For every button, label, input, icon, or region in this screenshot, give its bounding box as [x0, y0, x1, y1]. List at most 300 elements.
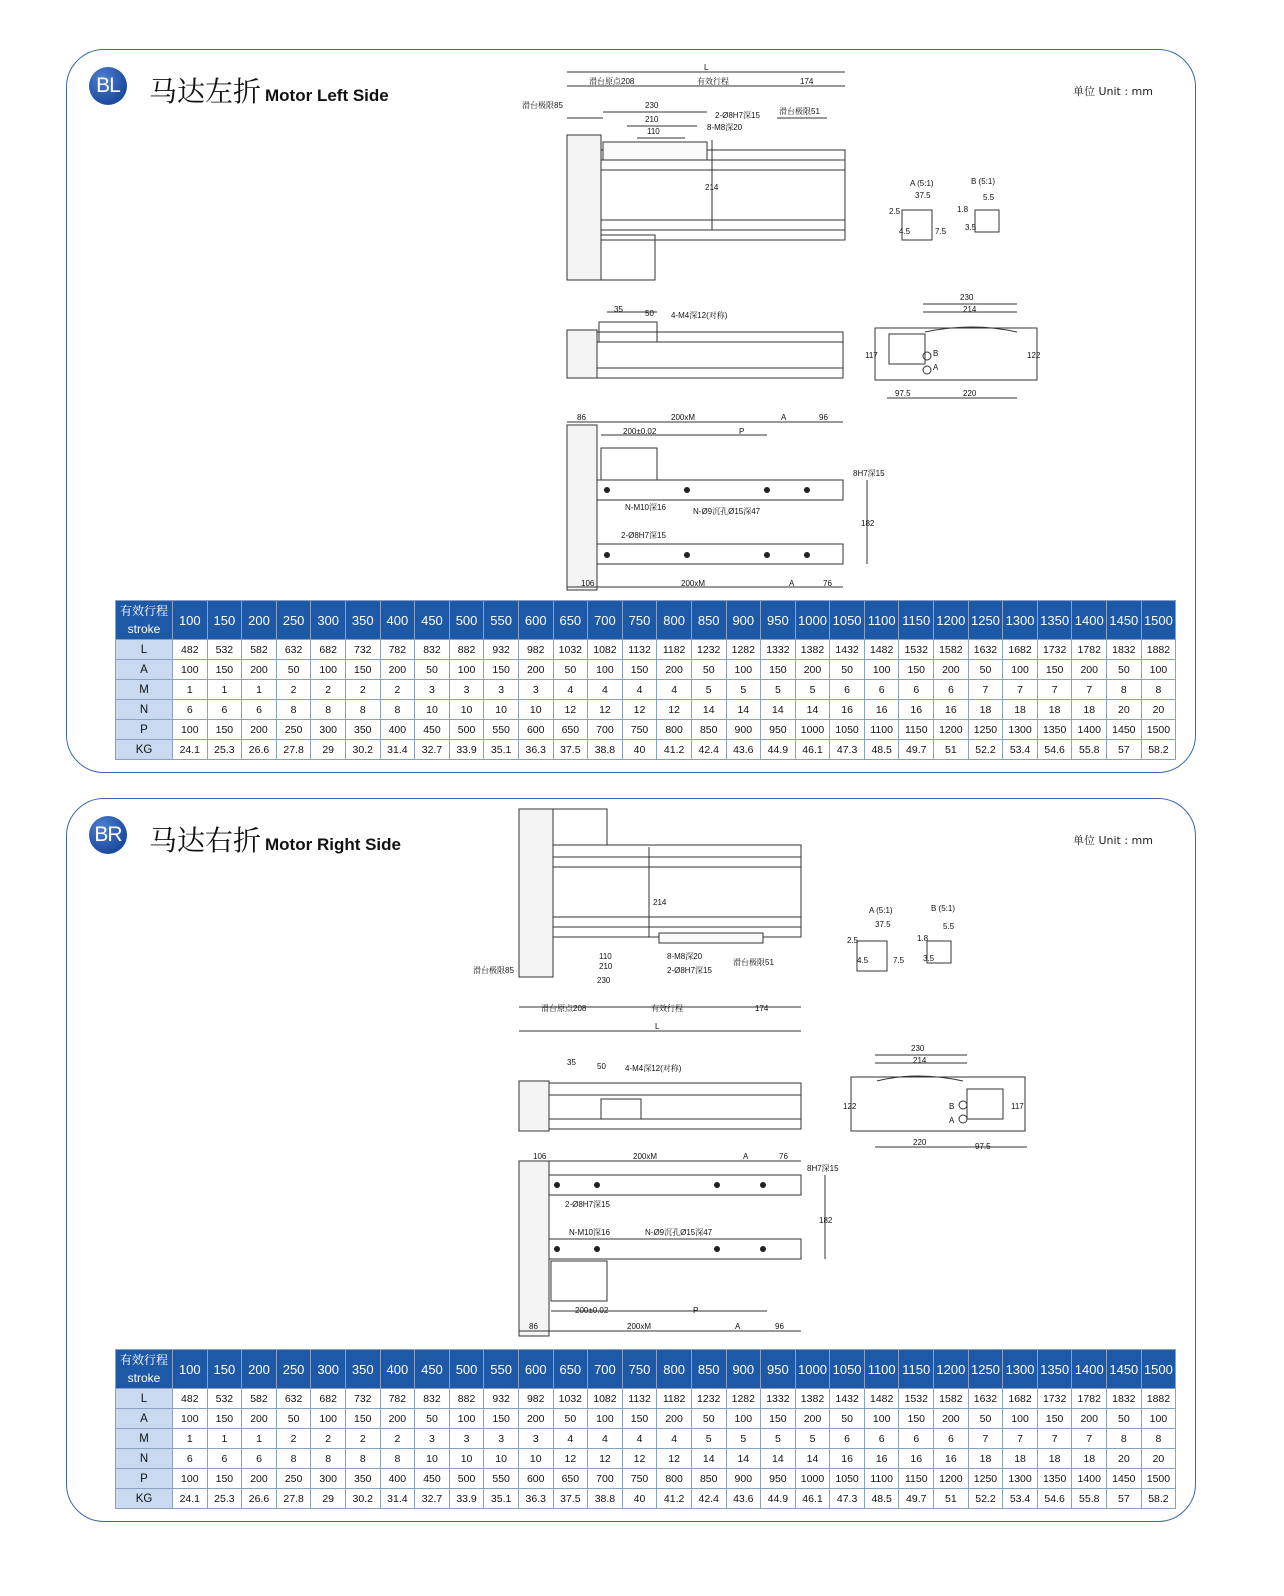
- table-cell: 6: [934, 680, 969, 700]
- stroke-value: 1450: [1107, 1350, 1142, 1389]
- table-cell: 150: [207, 1409, 242, 1429]
- table-cell: 35.1: [484, 740, 519, 760]
- bot-200tol: 200±0.02: [623, 427, 657, 436]
- table-cell: 36.3: [518, 1489, 553, 1509]
- table-cell: 7: [968, 680, 1003, 700]
- table-cell: 12: [622, 1449, 657, 1469]
- detail-b-35: 3.5: [965, 223, 977, 232]
- table-cell: 400: [380, 720, 415, 740]
- unit-label: 单位 Unit : mm: [1072, 85, 1153, 98]
- row-label: L: [116, 1389, 173, 1409]
- bot-106: 106: [581, 579, 595, 588]
- table-cell: 1382: [795, 640, 830, 660]
- table-cell: 50: [276, 660, 311, 680]
- bot-m9: N-Ø9沉孔Ø15深47: [693, 507, 761, 516]
- table-cell: 2: [380, 680, 415, 700]
- stroke-value: 350: [345, 1350, 380, 1389]
- table-cell: 8: [345, 1449, 380, 1469]
- stroke-value: 1350: [1037, 1350, 1072, 1389]
- table-cell: 4: [622, 680, 657, 700]
- table-cell: 750: [622, 1469, 657, 1489]
- table-cell: 1: [242, 680, 277, 700]
- table-cell: 4: [588, 1429, 623, 1449]
- bot-200xM: 200xM: [671, 413, 696, 422]
- table-cell: 47.3: [830, 740, 865, 760]
- slide-table: [603, 142, 707, 160]
- stroke-value: 950: [761, 1350, 796, 1389]
- table-cell: 482: [173, 1389, 208, 1409]
- bot-m9: N-Ø9沉孔Ø15深47: [645, 1228, 713, 1237]
- table-cell: 100: [311, 1409, 346, 1429]
- table-cell: 38.8: [588, 740, 623, 760]
- table-cell: 1400: [1072, 720, 1107, 740]
- table-cell: 1350: [1037, 1469, 1072, 1489]
- table-cell: 4: [657, 1429, 692, 1449]
- detail-a-25: 2.5: [889, 207, 901, 216]
- end-122: 122: [843, 1102, 857, 1111]
- table-cell: 50: [276, 1409, 311, 1429]
- table-cell: 5: [795, 1429, 830, 1449]
- table-cell: 3: [518, 1429, 553, 1449]
- stroke-value: 850: [691, 601, 726, 640]
- table-cell: 40: [622, 740, 657, 760]
- table-row: [116, 720, 1176, 740]
- table-cell: 632: [276, 1389, 311, 1409]
- stroke-value: 1000: [795, 1350, 830, 1389]
- table-cell: 10: [449, 1449, 484, 1469]
- stroke-value: 350: [345, 601, 380, 640]
- table-cell: 1450: [1107, 720, 1142, 740]
- end-122: 122: [1027, 351, 1041, 360]
- table-cell: 16: [864, 700, 899, 720]
- stroke-value: 1050: [830, 1350, 865, 1389]
- table-cell: 1432: [830, 1389, 865, 1409]
- table-cell: 200: [657, 1409, 692, 1429]
- table-cell: 1832: [1107, 640, 1142, 660]
- table-cell: 32.7: [415, 740, 450, 760]
- table-cell: 50: [830, 1409, 865, 1429]
- table-cell: 1132: [622, 1389, 657, 1409]
- table-cell: 8: [1141, 680, 1176, 700]
- table-cell: 20: [1107, 1449, 1142, 1469]
- table-cell: 41.2: [657, 1489, 692, 1509]
- row-label: M: [116, 1429, 173, 1449]
- table-cell: 14: [691, 1449, 726, 1469]
- table-cell: 100: [726, 660, 761, 680]
- table-cell: 5: [795, 680, 830, 700]
- table-cell: 800: [657, 720, 692, 740]
- spec-table: [115, 600, 1176, 760]
- table-cell: 4: [588, 680, 623, 700]
- dim-limit51: 滑台极限51: [733, 958, 774, 967]
- row-label: N: [116, 700, 173, 720]
- table-cell: 200: [242, 1469, 277, 1489]
- stroke-value: 600: [518, 1350, 553, 1389]
- end-214: 214: [913, 1056, 927, 1065]
- table-cell: 6: [830, 1429, 865, 1449]
- table-cell: 43.6: [726, 740, 761, 760]
- stroke-value: 1400: [1072, 1350, 1107, 1389]
- table-cell: 12: [622, 700, 657, 720]
- unit-label: 单位 Unit : mm: [1072, 834, 1153, 847]
- stroke-header-row: [116, 1350, 1176, 1389]
- table-cell: 1: [173, 680, 208, 700]
- bot-2pin: 2-Ø8H7深15: [565, 1200, 610, 1209]
- table-cell: 1: [207, 680, 242, 700]
- table-cell: 150: [1037, 660, 1072, 680]
- dim-210: 210: [645, 115, 659, 124]
- table-cell: 1482: [864, 1389, 899, 1409]
- table-cell: 37.5: [553, 740, 588, 760]
- table-cell: 16: [934, 700, 969, 720]
- table-cell: 33.9: [449, 740, 484, 760]
- panel-motor-right: [66, 798, 1196, 1522]
- table-cell: 1400: [1072, 1469, 1107, 1489]
- table-cell: 200: [518, 1409, 553, 1429]
- table-cell: 29: [311, 740, 346, 760]
- table-cell: 6: [899, 1429, 934, 1449]
- table-cell: 1100: [864, 720, 899, 740]
- detail-a-title: A (5:1): [869, 906, 893, 915]
- stroke-value: 550: [484, 1350, 519, 1389]
- table-cell: 53.4: [1003, 1489, 1038, 1509]
- title-cn: 马达右折: [149, 824, 262, 857]
- table-cell: 44.9: [761, 740, 796, 760]
- end-b: B: [949, 1102, 955, 1111]
- table-cell: 6: [934, 1429, 969, 1449]
- stroke-value: 500: [449, 1350, 484, 1389]
- table-cell: 150: [622, 660, 657, 680]
- row-label: P: [116, 1469, 173, 1489]
- table-row: [116, 1429, 1176, 1449]
- table-cell: 1450: [1107, 1469, 1142, 1489]
- bot-m10: N-M10深16: [625, 503, 666, 512]
- end-117: 117: [1011, 1102, 1024, 1111]
- table-cell: 18: [1037, 1449, 1072, 1469]
- side-35: 35: [567, 1058, 576, 1067]
- table-cell: 100: [726, 1409, 761, 1429]
- table-cell: 14: [761, 1449, 796, 1469]
- table-cell: 14: [726, 700, 761, 720]
- detail-b-55: 5.5: [943, 922, 955, 931]
- table-cell: 200: [1072, 660, 1107, 680]
- table-cell: 150: [484, 660, 519, 680]
- table-cell: 1100: [864, 1469, 899, 1489]
- table-cell: 1250: [968, 720, 1003, 740]
- table-cell: 1182: [657, 640, 692, 660]
- table-cell: 30.2: [345, 1489, 380, 1509]
- table-cell: 682: [311, 1389, 346, 1409]
- note-pin: 2-Ø8H7深15: [667, 966, 712, 975]
- row-label: M: [116, 680, 173, 700]
- table-cell: 3: [484, 1429, 519, 1449]
- table-cell: 50: [553, 660, 588, 680]
- bot-182: 182: [819, 1216, 833, 1225]
- table-cell: 150: [899, 1409, 934, 1429]
- table-cell: 950: [761, 1469, 796, 1489]
- detail-a-75: 7.5: [935, 227, 947, 236]
- table-cell: 14: [691, 700, 726, 720]
- table-cell: 31.4: [380, 740, 415, 760]
- motor-block: [601, 235, 655, 280]
- table-cell: 1532: [899, 1389, 934, 1409]
- table-cell: 1782: [1072, 640, 1107, 660]
- table-cell: 150: [761, 660, 796, 680]
- badge-bl: BL: [89, 67, 127, 105]
- table-cell: 5: [691, 680, 726, 700]
- bot-200xM-2: 200xM: [681, 579, 706, 588]
- dim-214: 214: [653, 898, 667, 907]
- table-cell: 1582: [934, 1389, 969, 1409]
- table-cell: 30.2: [345, 740, 380, 760]
- bot-2pin: 2-Ø8H7深15: [621, 531, 666, 540]
- stroke-value: 650: [553, 601, 588, 640]
- stroke-header-cn: 有效行程: [119, 1353, 168, 1367]
- dim-limit85: 滑台极限85: [522, 101, 563, 110]
- table-cell: 832: [415, 640, 450, 660]
- dim-limit85: 滑台极限85: [473, 966, 514, 975]
- dim-214: 214: [705, 183, 719, 192]
- table-cell: 8: [1141, 1429, 1176, 1449]
- stroke-value: 700: [588, 1350, 623, 1389]
- bot-200xM: 200xM: [627, 1322, 652, 1331]
- bot-182: 182: [861, 519, 875, 528]
- table-cell: 10: [518, 1449, 553, 1469]
- table-cell: 50: [968, 660, 1003, 680]
- stroke-value: 1300: [1003, 601, 1038, 640]
- table-cell: 10: [415, 700, 450, 720]
- table-cell: 50: [691, 1409, 726, 1429]
- table-cell: 1382: [795, 1389, 830, 1409]
- table-cell: 200: [380, 660, 415, 680]
- detail-b-18: 1.8: [957, 205, 969, 214]
- table-cell: 18: [1003, 1449, 1038, 1469]
- table-cell: 26.6: [242, 740, 277, 760]
- table-cell: 5: [761, 680, 796, 700]
- table-cell: 1082: [588, 1389, 623, 1409]
- table-cell: 6: [864, 680, 899, 700]
- note-pin: 2-Ø8H7深15: [715, 111, 760, 120]
- table-cell: 700: [588, 720, 623, 740]
- table-cell: 450: [415, 720, 450, 740]
- stroke-value: 1450: [1107, 601, 1142, 640]
- detail-a-45: 4.5: [857, 956, 869, 965]
- table-cell: 4: [657, 680, 692, 700]
- stroke-value: 1400: [1072, 601, 1107, 640]
- dim-230: 230: [645, 101, 659, 110]
- table-cell: 1150: [899, 720, 934, 740]
- stroke-value: 300: [311, 601, 346, 640]
- dim-110: 110: [599, 952, 612, 961]
- table-cell: 532: [207, 1389, 242, 1409]
- table-cell: 55.8: [1072, 1489, 1107, 1509]
- table-cell: 882: [449, 1389, 484, 1409]
- bot-m10: N-M10深16: [569, 1228, 610, 1237]
- table-cell: 50: [691, 660, 726, 680]
- end-975: 97.5: [895, 389, 911, 398]
- table-cell: 25.3: [207, 740, 242, 760]
- table-cell: 7: [1003, 680, 1038, 700]
- stroke-value: 1100: [864, 601, 899, 640]
- bot-86: 86: [529, 1322, 538, 1331]
- table-cell: 49.7: [899, 1489, 934, 1509]
- table-cell: 200: [934, 660, 969, 680]
- table-cell: 150: [622, 1409, 657, 1429]
- table-cell: 632: [276, 640, 311, 660]
- table-cell: 1682: [1003, 1389, 1038, 1409]
- table-cell: 200: [242, 660, 277, 680]
- table-cell: 20: [1107, 700, 1142, 720]
- table-cell: 100: [588, 660, 623, 680]
- table-cell: 24.1: [173, 1489, 208, 1509]
- end-b: B: [933, 349, 939, 358]
- stroke-header-cn: 有效行程: [119, 604, 168, 618]
- stroke-value: 150: [207, 1350, 242, 1389]
- stroke-header-en: stroke: [127, 1371, 161, 1385]
- table-cell: 38.8: [588, 1489, 623, 1509]
- table-row: [116, 640, 1176, 660]
- table-cell: 51: [934, 1489, 969, 1509]
- bot-8h7: 8H7深15: [853, 469, 885, 478]
- stroke-value: 700: [588, 601, 623, 640]
- table-cell: 100: [173, 720, 208, 740]
- table-cell: 650: [553, 720, 588, 740]
- table-cell: 8: [311, 700, 346, 720]
- table-cell: 5: [726, 680, 761, 700]
- end-230: 230: [911, 1044, 925, 1053]
- table-cell: 150: [207, 1469, 242, 1489]
- detail-b-18: 1.8: [917, 934, 929, 943]
- table-cell: 3: [484, 680, 519, 700]
- table-cell: 1232: [691, 640, 726, 660]
- table-cell: 18: [1072, 700, 1107, 720]
- table-cell: 58.2: [1141, 1489, 1176, 1509]
- stroke-value: 1500: [1141, 1350, 1176, 1389]
- table-cell: 16: [830, 700, 865, 720]
- note-m8: 8-M8深20: [667, 952, 703, 961]
- table-cell: 14: [761, 700, 796, 720]
- table-cell: 1132: [622, 640, 657, 660]
- table-cell: 982: [518, 1389, 553, 1409]
- table-cell: 200: [242, 1409, 277, 1429]
- table-cell: 54.6: [1037, 1489, 1072, 1509]
- table-cell: 732: [345, 1389, 380, 1409]
- table-cell: 1432: [830, 640, 865, 660]
- table-cell: 450: [415, 1469, 450, 1489]
- stroke-value: 1200: [934, 601, 969, 640]
- bot-86: 86: [577, 413, 586, 422]
- table-cell: 482: [173, 640, 208, 660]
- table-row: [116, 700, 1176, 720]
- stroke-value: 800: [657, 601, 692, 640]
- table-cell: 20: [1141, 700, 1176, 720]
- table-row: [116, 1409, 1176, 1429]
- table-cell: 2: [276, 1429, 311, 1449]
- table-cell: 850: [691, 1469, 726, 1489]
- table-cell: 100: [173, 1409, 208, 1429]
- spec-table-body: [116, 601, 1176, 760]
- table-cell: 14: [795, 1449, 830, 1469]
- table-cell: 47.3: [830, 1489, 865, 1509]
- base-body: [601, 150, 845, 240]
- row-label: A: [116, 1409, 173, 1429]
- table-cell: 29: [311, 1489, 346, 1509]
- table-cell: 12: [553, 700, 588, 720]
- title-en: Motor Right Side: [265, 835, 401, 854]
- panel-motor-left: [66, 49, 1196, 773]
- table-cell: 6: [242, 700, 277, 720]
- table-cell: 6: [864, 1429, 899, 1449]
- table-cell: 1200: [934, 720, 969, 740]
- table-cell: 1350: [1037, 720, 1072, 740]
- stroke-value: 200: [242, 601, 277, 640]
- table-cell: 1500: [1141, 720, 1176, 740]
- table-cell: 33.9: [449, 1489, 484, 1509]
- detail-b-title: B (5:1): [931, 904, 956, 913]
- table-cell: 932: [484, 640, 519, 660]
- badge-br: BR: [89, 816, 127, 854]
- table-cell: 150: [207, 720, 242, 740]
- table-cell: 3: [415, 1429, 450, 1449]
- dim-stroke: 有效行程: [697, 77, 729, 86]
- stroke-value: 1150: [899, 1350, 934, 1389]
- table-cell: 1032: [553, 640, 588, 660]
- table-cell: 27.8: [276, 1489, 311, 1509]
- stroke-value: 1000: [795, 601, 830, 640]
- table-cell: 350: [345, 720, 380, 740]
- table-cell: 1: [242, 1429, 277, 1449]
- bot-8h7: 8H7深15: [807, 1164, 839, 1173]
- row-label: L: [116, 640, 173, 660]
- table-cell: 16: [899, 700, 934, 720]
- table-cell: 25.3: [207, 1489, 242, 1509]
- table-cell: 58.2: [1141, 740, 1176, 760]
- row-label: N: [116, 1449, 173, 1469]
- table-cell: 832: [415, 1389, 450, 1409]
- bot-200tol: 200±0.02: [575, 1306, 609, 1315]
- table-cell: 5: [761, 1429, 796, 1449]
- table-cell: 100: [1141, 660, 1176, 680]
- stroke-value: 250: [276, 601, 311, 640]
- row-label: KG: [116, 1489, 173, 1509]
- table-cell: 14: [795, 700, 830, 720]
- side-35: 35: [614, 305, 623, 314]
- dim-origin: 滑台原点208: [541, 1004, 587, 1013]
- side-m4: 4-M4深12(对称): [625, 1064, 682, 1073]
- detail-a-title: A (5:1): [910, 179, 934, 188]
- stroke-value: 1200: [934, 1350, 969, 1389]
- table-cell: 18: [968, 1449, 1003, 1469]
- table-cell: 1082: [588, 640, 623, 660]
- table-cell: 7: [1072, 680, 1107, 700]
- table-cell: 6: [830, 680, 865, 700]
- table-cell: 150: [761, 1409, 796, 1429]
- table-cell: 732: [345, 640, 380, 660]
- table-cell: 900: [726, 720, 761, 740]
- stroke-value: 800: [657, 1350, 692, 1389]
- table-cell: 6: [173, 700, 208, 720]
- table-cell: 7: [1072, 1429, 1107, 1449]
- spec-table-body: [116, 1350, 1176, 1509]
- table-cell: 2: [380, 1429, 415, 1449]
- table-cell: 1300: [1003, 1469, 1038, 1489]
- table-cell: 582: [242, 640, 277, 660]
- table-cell: 7: [1037, 680, 1072, 700]
- table-cell: 1332: [761, 640, 796, 660]
- table-cell: 1150: [899, 1469, 934, 1489]
- table-cell: 1482: [864, 640, 899, 660]
- detail-a-375: 37.5: [875, 920, 891, 929]
